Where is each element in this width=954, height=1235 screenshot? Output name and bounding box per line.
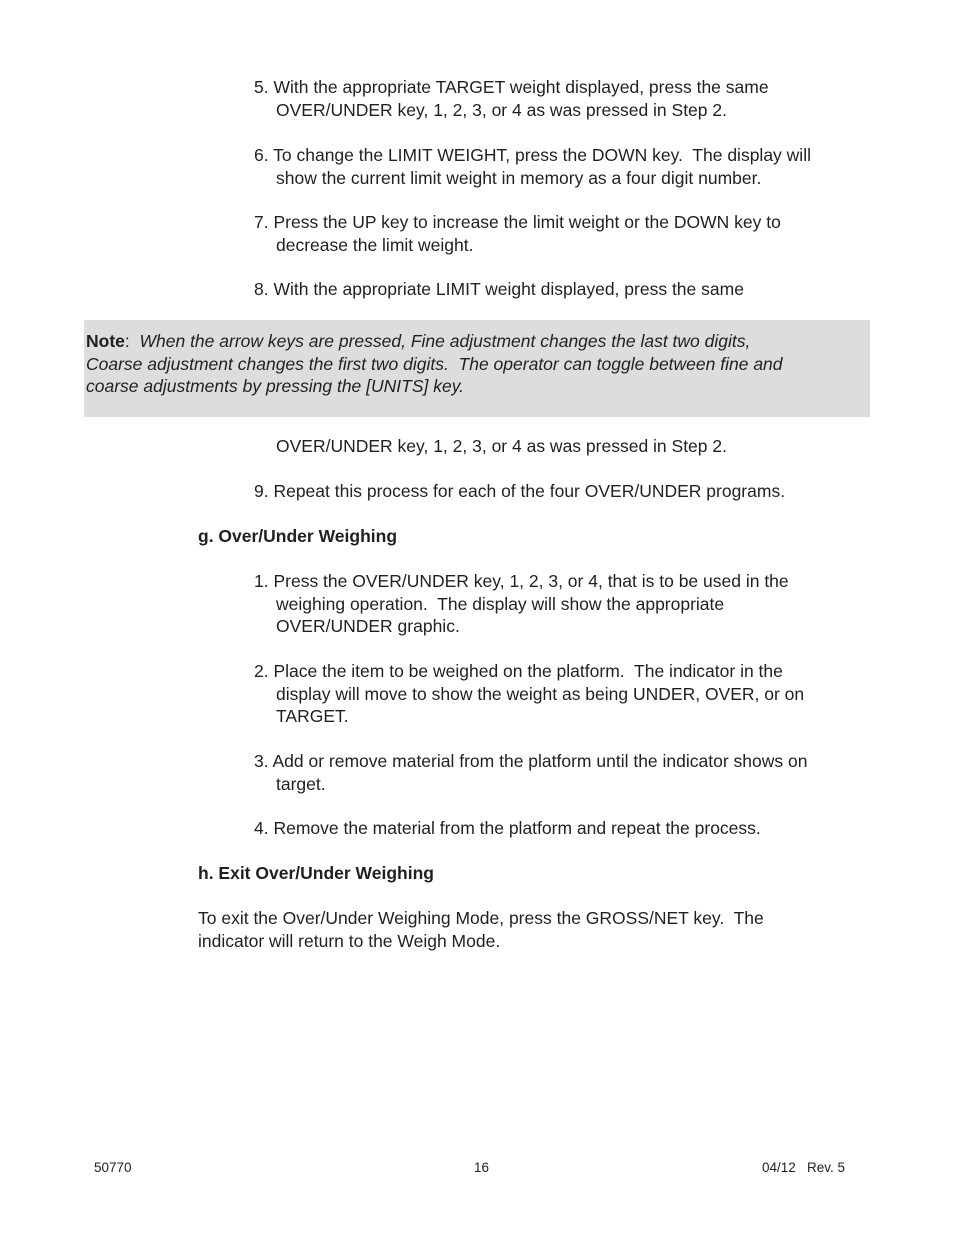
step-text: OVER/UNDER key, 1, 2, 3, or 4 as was pressed in Step 2.: [276, 99, 727, 120]
step-8: [254, 278, 874, 301]
step-text: OVER/UNDER graphic.: [276, 616, 460, 636]
step-7: [254, 211, 874, 256]
step-text: 4. Remove the material from the platform and repeat the process.: [254, 818, 761, 838]
step-text: decrease the limit weight.: [276, 234, 474, 255]
step-text: 2. Place the item to be weighed on the platform. The indicator in the: [254, 661, 783, 681]
step-5: [254, 76, 874, 121]
step-text: 9. Repeat this process for each of the four OVER/UNDER programs.: [254, 481, 786, 501]
footer-revision: 04/12 Rev. 5: [762, 1160, 846, 1175]
step-text: 8. With the appropriate LIMIT weight displayed, press the same: [254, 279, 744, 299]
section-g-heading: g. Over/Under Weighing: [198, 526, 398, 546]
step-8-continuation: [254, 435, 874, 458]
step-text: 6. To change the LIMIT WEIGHT, press the DOWN key. The display will: [254, 145, 811, 165]
step-text: target.: [276, 773, 326, 794]
footer-page-number: 16: [474, 1160, 490, 1175]
note-label: Note: [86, 331, 125, 351]
section-h-heading: h. Exit Over/Under Weighing: [198, 863, 434, 883]
step-text: display will move to show the weight as being UNDER, OVER, or on: [276, 683, 805, 704]
g-step-4: [254, 817, 874, 840]
step-text: weighing operation. The display will show the appropriate: [276, 593, 725, 614]
section-h-paragraph: [198, 907, 858, 952]
step-text: 5. With the appropriate TARGET weight displayed, press the same: [254, 77, 769, 97]
note-line: coarse adjustments by pressing the [UNITS] key.: [86, 376, 465, 396]
paragraph-line: indicator will return to the Weigh Mode.: [198, 930, 501, 951]
step-text: 1. Press the OVER/UNDER key, 1, 2, 3, or 4, that is to be used in the: [254, 571, 789, 591]
step-text: 3. Add or remove material from the platform until the indicator shows on: [254, 751, 808, 771]
g-step-2: [254, 660, 874, 728]
footer-doc-number: 50770: [94, 1160, 132, 1175]
note-text: Note: When the arrow keys are pressed, Fine adjustment changes the last two digits, Coarse adjustment changes the first two digits. The operator can toggle between fine and coarse adjustments by pressing the [UNITS] key.: [86, 330, 866, 398]
step-9: [254, 480, 874, 503]
step-text: show the current limit weight in memory as a four digit number.: [276, 167, 762, 188]
paragraph-line: To exit the Over/Under Weighing Mode, press the GROSS/NET key. The: [198, 908, 764, 928]
g-step-3: [254, 750, 874, 795]
step-text: OVER/UNDER key, 1, 2, 3, or 4 as was pressed in Step 2.: [276, 436, 727, 456]
step-text: 7. Press the UP key to increase the limit weight or the DOWN key to: [254, 212, 781, 232]
step-text: TARGET.: [276, 706, 349, 726]
note-line: When the arrow keys are pressed, Fine adjustment changes the last two digits,: [129, 331, 751, 351]
note-box: [84, 320, 870, 417]
step-6: [254, 144, 874, 189]
g-step-1: [254, 570, 874, 638]
note-line: Coarse adjustment changes the first two digits. The operator can toggle between fine and: [86, 353, 783, 374]
